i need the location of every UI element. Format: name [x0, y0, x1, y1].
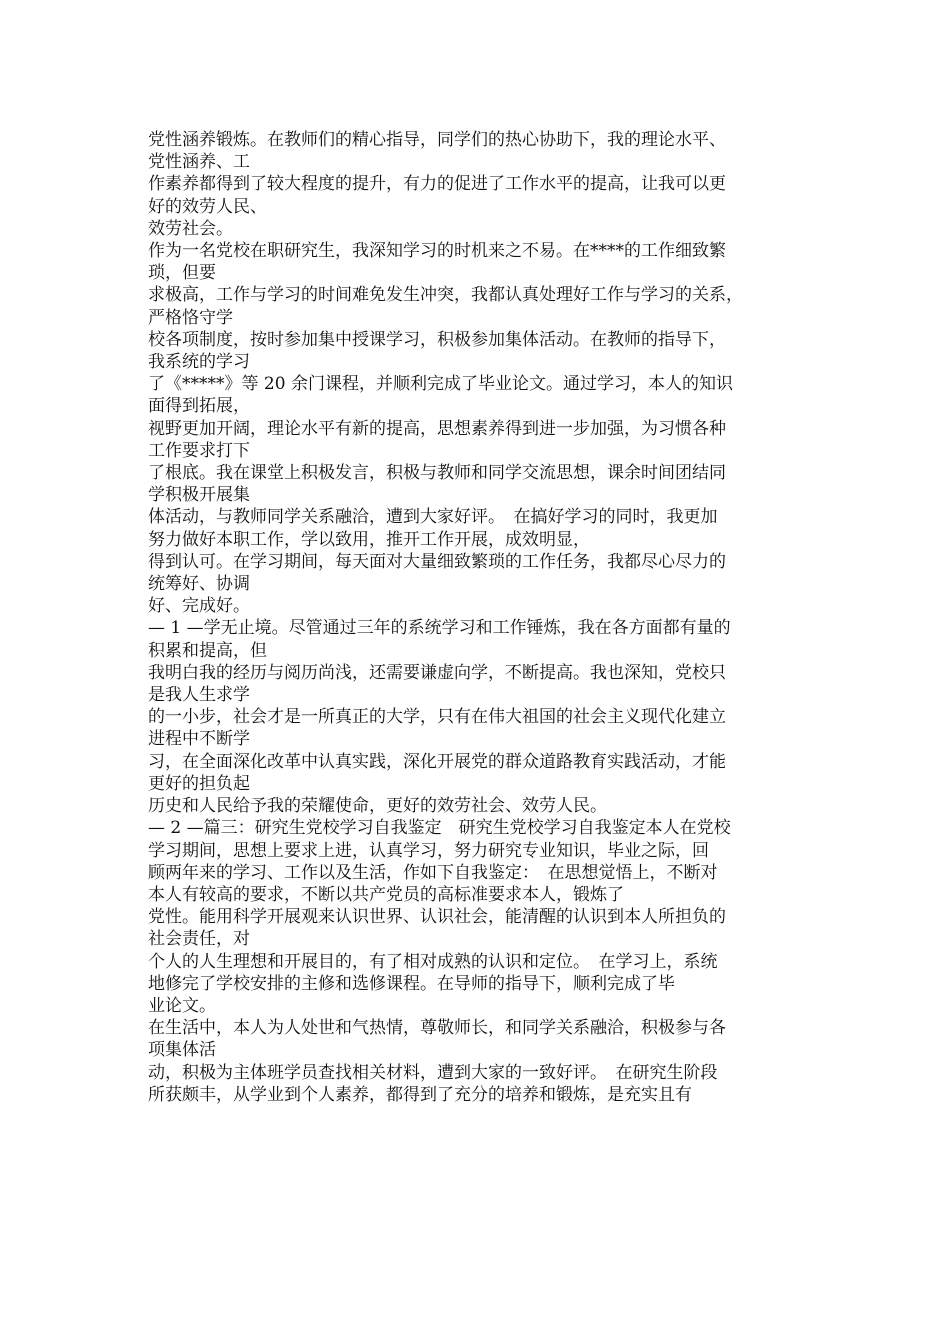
text-line: 好、完成好。: [148, 596, 250, 617]
text-line: 统筹好、协调: [148, 574, 250, 595]
text-line: 作为一名党校在职研究生，我深知学习的时机来之不易。在****的工作细致繁: [148, 241, 726, 262]
text-line: 作素养都得到了较大程度的提升，有力的促进了工作水平的提高，让我可以更: [148, 174, 726, 195]
text-line: 党性涵养锻炼。在教师们的精心指导，同学们的热心协助下，我的理论水平、: [148, 130, 726, 150]
text-line: 党性涵养、工: [148, 152, 250, 173]
text-line: 党性。能用科学开展观来认识世界、认识社会，能清醒的认识到本人所担负的: [148, 907, 726, 928]
text-line: — 1 —学无止境。尽管通过三年的系统学习和工作锤炼，我在各方面都有量的: [148, 618, 731, 639]
text-line: 得到认可。在学习期间，每天面对大量细致繁琐的工作任务，我都尽心尽力的: [148, 551, 726, 572]
text-line: 历史和人民给予我的荣耀使命，更好的效劳社会、效劳人民。: [148, 796, 607, 817]
text-line: 努力做好本职工作，学以致用，推开工作开展，成效明显，: [148, 529, 590, 550]
text-line: 顾两年来的学习、工作以及生活，作如下自我鉴定： 在思想觉悟上，不断对: [148, 862, 718, 883]
text-line: 所获颇丰，从学业到个人素养，都得到了充分的培养和锻炼，是充实且有: [148, 1084, 692, 1105]
text-line: 效劳社会。: [148, 218, 233, 239]
text-line: 习，在全面深化改革中认真实践，深化开展党的群众道路教育实践活动，才能: [148, 751, 726, 772]
text-line: 琐，但要: [148, 263, 216, 284]
text-line: 项集体活: [148, 1040, 216, 1061]
text-line: 工作要求打下: [148, 440, 250, 461]
text-line: 严格恪守学: [148, 307, 233, 328]
text-line: 业论文。: [148, 995, 216, 1016]
text-line: 了《*****》等 20 余门课程，并顺利完成了毕业论文。通过学习，本人的知识: [148, 374, 733, 395]
text-line: 是我人生求学: [148, 685, 250, 706]
text-line: 在生活中，本人为人处世和气热情，尊敬师长，和同学关系融洽，积极参与各: [148, 1018, 726, 1039]
text-line: 学习期间，思想上要求上进，认真学习，努力研究专业知识，毕业之际，回: [148, 840, 709, 861]
text-line: 的一小步，社会才是一所真正的大学，只有在伟大祖国的社会主义现代化建立: [148, 707, 726, 728]
text-line: 学积极开展集: [148, 485, 250, 506]
text-line: 好的效劳人民、: [148, 196, 267, 217]
text-line: 面得到拓展，: [148, 396, 250, 417]
text-line: 求极高，工作与学习的时间难免发生冲突，我都认真处理好工作与学习的关系，: [148, 285, 743, 306]
text-line: 积累和提高，但: [148, 640, 267, 661]
text-line: 个人的人生理想和开展目的，有了相对成熟的认识和定位。 在学习上，系统: [148, 951, 718, 972]
text-line: 进程中不断学: [148, 729, 250, 750]
text-line: 更好的担负起: [148, 773, 250, 794]
text-line: — 2 —篇三：研究生党校学习自我鉴定 研究生党校学习自我鉴定本人在党校: [148, 818, 731, 839]
text-line: 社会责任，对: [148, 929, 250, 950]
text-line: 校各项制度，按时参加集中授课学习，积极参加集体活动。在教师的指导下，: [148, 329, 726, 350]
text-line: 本人有较高的要求，不断以共产党员的高标准要求本人，锻炼了: [148, 884, 624, 905]
text-line: 我系统的学习: [148, 352, 250, 373]
text-line: 体活动，与教师同学关系融洽，遭到大家好评。 在搞好学习的同时，我更加: [148, 507, 718, 528]
document-body: [148, 129, 818, 1106]
text-line: 视野更加开阔，理论水平有新的提高，思想素养得到进一步加强，为习惯各种: [148, 418, 726, 439]
text-line: 动，积极为主体班学员查找相关材料，遭到大家的一致好评。 在研究生阶段: [148, 1062, 718, 1083]
text-line: 地修完了学校安排的主修和选修课程。在导师的指导下，顺利完成了毕: [148, 973, 675, 994]
text-line: 我明白我的经历与阅历尚浅，还需要谦虚向学，不断提高。我也深知，党校只: [148, 662, 726, 683]
text-line: 了根底。我在课堂上积极发言，积极与教师和同学交流思想，课余时间团结同: [148, 463, 726, 484]
